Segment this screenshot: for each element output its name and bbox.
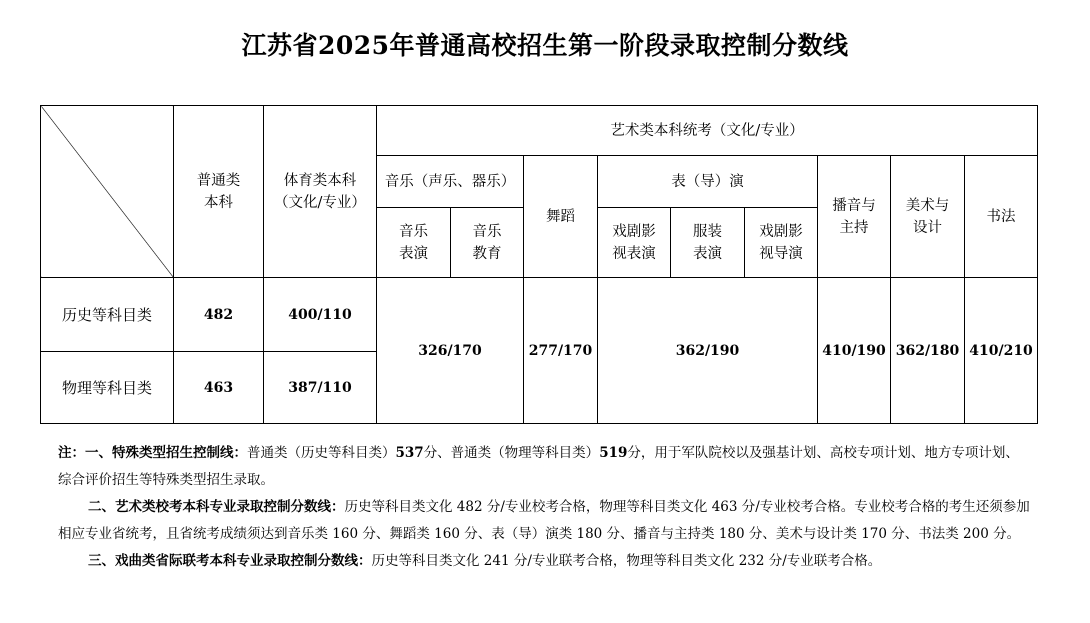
note-1-text-c: 分，用于军队院校以及强基计划、高校专项计划、地方专项计划、综合评价招生等特殊类型招生录取。 — [58, 445, 1019, 488]
boyin-score: 410/190 — [818, 278, 891, 424]
physics-tiyu-score: 387/110 — [264, 352, 377, 424]
biaodaoyan-score: 362/190 — [598, 278, 818, 424]
notes-section — [58, 440, 1030, 575]
header-shufa: 书法 — [965, 156, 1038, 278]
header-biaodaoyan: 表（导）演 — [598, 156, 818, 208]
page-title: 江苏省2025年普通高校招生第一阶段录取控制分数线 — [241, 31, 849, 60]
header-yinyue-biaoyan: 音乐表演 — [377, 208, 451, 278]
note-3-heading: 戏曲类省际联考本科专业录取控制分数线： — [115, 553, 372, 569]
header-wudao: 舞蹈 — [524, 156, 598, 278]
header-xiju-daoyan: 戏剧影视导演 — [745, 208, 818, 278]
note-2-heading: 艺术类校考本科专业录取控制分数线： — [115, 499, 345, 515]
note-1 — [58, 440, 1030, 494]
yinyue-score: 326/170 — [377, 278, 524, 424]
row-label-physics: 物理等科目类 — [41, 352, 174, 424]
note-2-prefix: 二、 — [88, 499, 115, 515]
header-yinyue: 音乐（声乐、器乐） — [377, 156, 524, 208]
header-meishu: 美术与设计 — [891, 156, 965, 278]
header-xiju-biaoyan: 戏剧影视表演 — [598, 208, 671, 278]
diagonal-header-cell — [41, 106, 174, 278]
note-1-heading: 特殊类型招生控制线： — [112, 445, 247, 461]
note-3 — [58, 548, 1030, 575]
header-fuzhuang: 服装表演 — [671, 208, 745, 278]
note-1-prefix: 注：一、 — [58, 445, 112, 461]
header-boyin: 播音与主持 — [818, 156, 891, 278]
note-2-text: 历史等科目类文化 482 分/专业校考合格，物理等科目类文化 463 分/专业校考合格。专业校考合格的考生还须参加相应专业省统考，且省统考成绩须达到音乐类 160 分、舞蹈类 160 分、表（导）演类 180 分、播音与主持类 180 分、美术与设计类 170 分、书法类 200 分。 — [58, 499, 1030, 542]
note-1-text-b: 分、普通类（物理等科目类） — [423, 445, 600, 461]
score-table — [40, 105, 1038, 424]
header-tiyu: 体育类本科（文化/专业） — [264, 106, 377, 278]
row-label-history: 历史等科目类 — [41, 278, 174, 352]
physics-putong-score: 463 — [174, 352, 264, 424]
note-2 — [58, 494, 1030, 548]
note-1-value-a: 537 — [395, 445, 424, 461]
history-tiyu-score: 400/110 — [264, 278, 377, 352]
note-1-text-a: 普通类（历史等科目类） — [247, 445, 396, 461]
note-3-prefix: 三、 — [88, 553, 115, 569]
history-putong-score: 482 — [174, 278, 264, 352]
note-3-text: 历史等科目类文化 241 分/专业联考合格，物理等科目类文化 232 分/专业联考合格。 — [371, 553, 882, 569]
shufa-score: 410/210 — [965, 278, 1038, 424]
header-yinyue-jiaoyu: 音乐教育 — [451, 208, 524, 278]
header-putong: 普通类本科 — [174, 106, 264, 278]
meishu-score: 362/180 — [891, 278, 965, 424]
header-yishu: 艺术类本科统考（文化/专业） — [377, 106, 1038, 156]
wudao-score: 277/170 — [524, 278, 598, 424]
note-1-value-b: 519 — [599, 445, 628, 461]
